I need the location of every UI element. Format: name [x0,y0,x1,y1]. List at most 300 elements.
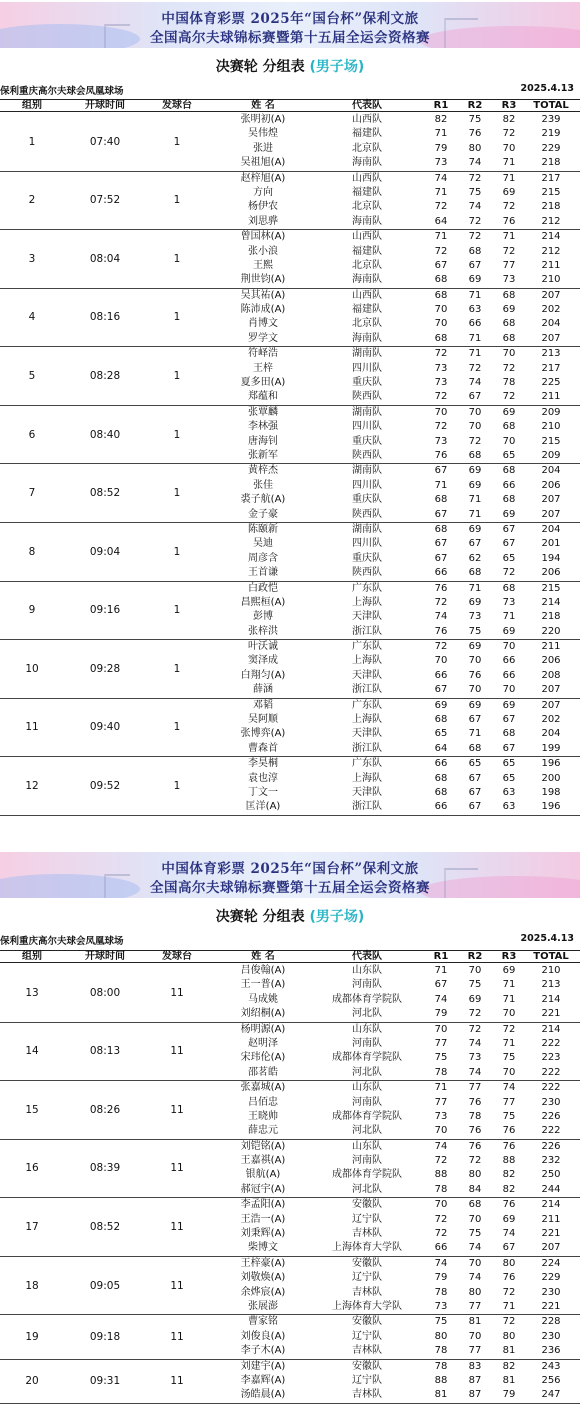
score-total: 217 [541,172,561,184]
score-r1: 78 [434,1286,448,1298]
score-r2: 87 [468,1374,482,1386]
score-total: 208 [541,669,561,681]
player-row [0,1388,580,1402]
score-r3: 67 [502,1242,516,1254]
score-r1: 67 [434,259,448,271]
col-total-header: TOTAL [533,100,569,111]
starting-tee: 11 [170,1330,184,1343]
group-block [0,1360,580,1404]
score-total: 212 [541,245,561,257]
player-name: 荆世钧(A) [240,274,286,286]
group-block [0,1081,580,1140]
group-number: 6 [28,428,36,441]
score-r1: 71 [434,186,448,198]
score-r2: 69 [468,274,482,286]
score-r2: 71 [468,508,482,520]
score-r3: 72 [502,201,516,213]
player-row [0,964,580,978]
score-total: 211 [541,1213,561,1225]
score-total: 223 [541,1052,561,1064]
score-r1: 67 [434,979,448,991]
score-r3: 67 [502,523,516,535]
banner-title-line2: 全国高尔夫球锦标赛暨第十五届全运会资格赛 [150,30,430,46]
player-name: 昌熙桓(A) [240,596,286,608]
player-row [0,186,580,200]
score-r2: 72 [468,1155,482,1167]
tee-time: 07:52 [89,194,121,207]
score-r3: 70 [502,684,516,696]
score-r1: 70 [434,655,448,667]
score-total: 199 [541,742,561,754]
group-number: 19 [25,1330,39,1343]
score-r3: 70 [502,348,516,360]
score-total: 239 [541,114,561,125]
score-r2: 70 [468,655,482,667]
score-r1: 79 [434,1008,448,1020]
player-name: 宋玮伦(A) [240,1052,286,1064]
score-total: 256 [541,1374,561,1386]
starting-tee: 11 [170,1221,184,1234]
score-r1: 70 [434,318,448,330]
score-r1: 76 [434,582,448,594]
score-r3: 72 [502,391,516,403]
tee-time: 09:16 [89,604,121,617]
score-r3: 71 [502,231,516,243]
score-total: 206 [541,567,561,579]
player-name: 张梓洪 [248,625,278,637]
player-name: 叶沃诚 [248,641,278,653]
banner-title-line1: 中国体育彩票 2025年“国台杯”保利文旅 [161,11,419,27]
score-r2: 84 [468,1183,482,1195]
group-block [0,347,580,406]
player-name: 张博弈(A) [240,728,286,740]
player-name: 唐海钊 [248,435,278,447]
score-r2: 81 [468,1316,482,1328]
score-total: 230 [541,1096,561,1108]
player-name: 丁文一 [248,786,278,798]
score-r1: 71 [434,231,448,243]
score-r1: 68 [434,523,448,535]
score-r2: 70 [468,406,482,418]
score-total: 218 [541,201,561,213]
score-r1: 81 [434,1389,448,1401]
player-row [0,449,580,463]
player-name: 窦泽成 [248,655,278,667]
score-r2: 63 [468,304,482,316]
group-number: 10 [25,662,39,675]
score-r3: 71 [502,1300,516,1312]
player-team: 海南队 [352,332,382,344]
player-row [0,772,580,786]
tee-time: 07:40 [89,135,121,148]
score-r2: 78 [468,1110,482,1122]
player-team: 北京队 [352,318,382,330]
score-r3: 65 [502,449,516,461]
player-team: 成都体育学院队 [332,1110,402,1122]
player-row [0,1051,580,1065]
score-total: 207 [541,494,561,506]
col-total-header: TOTAL [533,951,569,962]
col-name-header: 姓 名 [251,951,275,962]
score-r3: 76 [502,1272,516,1284]
score-total: 215 [541,435,561,447]
score-r1: 79 [434,142,448,154]
score-r3: 72 [502,1023,516,1035]
score-total: 212 [541,215,561,227]
starting-tee: 1 [173,370,181,383]
group-number: 1 [28,135,36,148]
player-row [0,757,580,771]
player-name: 王梓 [253,362,273,374]
player-row [0,420,580,434]
score-r1: 67 [434,552,448,564]
player-name: 柴博文 [248,1242,278,1254]
score-r3: 66 [502,669,516,681]
player-row [0,1096,580,1110]
page-title [0,906,580,926]
score-r3: 77 [502,1096,516,1108]
score-total: 194 [541,552,561,564]
group-number: 20 [25,1375,39,1388]
player-name: 张展澎 [248,1300,278,1312]
score-r2: 68 [468,742,482,754]
score-r1: 82 [434,114,448,125]
score-r3: 72 [502,1286,516,1298]
score-r1: 76 [434,625,448,637]
score-r1: 71 [434,1082,448,1094]
player-team: 重庆队 [352,494,382,506]
score-total: 204 [541,728,561,740]
table-header [0,99,580,112]
score-r1: 72 [434,201,448,213]
score-r3: 88 [502,1155,516,1167]
score-r2: 71 [468,348,482,360]
score-r3: 72 [502,128,516,140]
group-number: 15 [25,1103,39,1116]
group-number: 16 [25,1162,39,1175]
score-r1: 72 [434,596,448,608]
score-r1: 67 [434,538,448,550]
score-r2: 77 [468,1345,482,1357]
group-number: 7 [28,487,36,500]
score-r3: 82 [502,1360,516,1372]
score-total: 226 [541,1110,561,1122]
score-r3: 70 [502,1066,516,1078]
player-team: 辽宁队 [352,1330,382,1342]
score-r1: 64 [434,215,448,227]
score-r2: 76 [468,1125,482,1137]
tee-time: 08:39 [89,1162,121,1175]
score-r2: 74 [468,1066,482,1078]
score-r3: 72 [502,1316,516,1328]
player-row [0,1154,580,1168]
player-row [0,1344,580,1358]
score-r3: 69 [502,1213,516,1225]
col-r1-header: R1 [433,951,449,962]
venue-label: 保利重庆高尔夫球会凤凰球场 [0,936,124,947]
player-row [0,230,580,244]
tee-time: 08:52 [89,487,121,500]
player-team: 天津队 [352,669,382,681]
score-total: 200 [541,772,561,784]
player-row [0,1213,580,1227]
banner-title-line1: 中国体育彩票 2025年“国台杯”保利文旅 [161,861,419,877]
score-r3: 69 [502,965,516,976]
player-name: 王一普(A) [240,979,286,991]
player-team: 山东队 [352,1023,382,1035]
player-row [0,1037,580,1051]
player-row [0,1198,580,1212]
player-team: 四川队 [352,479,382,491]
score-r3: 68 [502,318,516,330]
score-r3: 70 [502,142,516,154]
player-row [0,742,580,756]
player-team: 山东队 [352,1140,382,1152]
player-name: 杨伊农 [248,201,278,213]
player-row [0,1227,580,1241]
player-name: 罗学文 [248,332,278,344]
player-row [0,1140,580,1154]
score-r3: 76 [502,1199,516,1211]
player-row [0,303,580,317]
score-r2: 70 [468,684,482,696]
player-row [0,273,580,287]
score-total: 222 [541,1125,561,1137]
score-r1: 88 [434,1374,448,1386]
score-r2: 76 [468,669,482,681]
player-row [0,786,580,800]
player-team: 福建队 [352,186,382,198]
player-team: 吉林队 [352,1389,382,1401]
score-r2: 62 [468,552,482,564]
group-block [0,523,580,582]
group-block [0,757,580,816]
score-r2: 67 [468,801,482,813]
score-r2: 65 [468,758,482,770]
score-total: 224 [541,1257,561,1269]
score-r1: 79 [434,1272,448,1284]
player-team: 海南队 [352,274,382,286]
player-team: 辽宁队 [352,1213,382,1225]
title-main: 决赛轮 分组表 [215,909,305,925]
score-total: 198 [541,786,561,798]
player-team: 河北队 [352,1183,382,1195]
score-r2: 75 [468,625,482,637]
score-r3: 68 [502,582,516,594]
score-total: 213 [541,979,561,991]
player-team: 安徽队 [352,1360,382,1372]
player-row [0,1183,580,1197]
score-r2: 68 [468,567,482,579]
score-r3: 80 [502,1330,516,1342]
score-r3: 67 [502,538,516,550]
score-total: 215 [541,582,561,594]
starting-tee: 1 [173,779,181,792]
starting-tee: 1 [173,662,181,675]
group-number: 11 [25,721,39,734]
player-name: 吕佰忠 [248,1096,278,1108]
player-row [0,640,580,654]
score-total: 218 [541,611,561,623]
player-name: 黄梓杰 [248,465,278,477]
score-r3: 72 [502,362,516,374]
score-total: 206 [541,479,561,491]
score-r1: 68 [434,786,448,798]
player-row [0,1286,580,1300]
player-name: 薛涵 [253,684,273,696]
player-team: 重庆队 [352,377,382,389]
player-row [0,215,580,229]
player-row [0,699,580,713]
score-r3: 70 [502,1008,516,1020]
score-total: 229 [541,142,561,154]
player-row [0,362,580,376]
player-row [0,259,580,273]
player-name: 王嘉祺(A) [240,1155,286,1167]
group-block [0,699,580,758]
score-r3: 69 [502,625,516,637]
player-row [0,200,580,214]
player-name: 金子豪 [248,508,278,520]
score-r1: 88 [434,1169,448,1181]
player-row [0,727,580,741]
starting-tee: 1 [173,252,181,265]
col-group-header: 组别 [22,100,42,111]
player-team: 安徽队 [352,1316,382,1328]
player-name: 张覃麟 [248,406,278,418]
player-team: 河南队 [352,1155,382,1167]
score-r3: 69 [502,699,516,711]
score-r2: 67 [468,786,482,798]
score-total: 244 [541,1183,561,1195]
score-r1: 78 [434,1360,448,1372]
score-total: 214 [541,231,561,243]
col-r3-header: R3 [501,951,517,962]
player-team: 上海队 [352,772,382,784]
player-team: 辽宁队 [352,1272,382,1284]
player-team: 成都体育学院队 [332,1052,402,1064]
player-team: 天津队 [352,611,382,623]
event-banner [0,2,580,48]
starting-tee: 1 [173,545,181,558]
player-name: 袁也淳 [248,772,278,784]
title-accent: (男子场) [309,59,365,75]
player-name: 刘建宇(A) [240,1360,286,1372]
score-r3: 69 [502,186,516,198]
player-name: 周彦含 [248,552,278,564]
starting-tee: 1 [173,604,181,617]
player-name: 方向 [253,186,273,198]
score-r1: 73 [434,157,448,169]
player-name: 张小浪 [248,245,278,257]
player-team: 浙江队 [352,684,382,696]
player-row [0,1257,580,1271]
col-r3-header: R3 [501,100,517,111]
group-block [0,406,580,465]
player-row [0,625,580,639]
pairings-table [0,964,580,1404]
score-r2: 83 [468,1360,482,1372]
player-team: 海南队 [352,157,382,169]
col-r2-header: R2 [467,951,483,962]
score-r2: 73 [468,1052,482,1064]
player-name: 吴其祐(A) [240,289,286,301]
pairings-table [0,113,580,816]
score-r3: 68 [502,332,516,344]
player-team: 广东队 [352,641,382,653]
player-row [0,552,580,566]
score-r2: 67 [468,714,482,726]
player-row [0,1168,580,1182]
table-header [0,950,580,963]
score-r3: 71 [502,979,516,991]
score-total: 211 [541,259,561,271]
score-r2: 71 [468,494,482,506]
score-r1: 70 [434,1199,448,1211]
score-r2: 68 [468,1199,482,1211]
player-team: 北京队 [352,201,382,213]
score-r2: 76 [468,1096,482,1108]
group-number: 18 [25,1279,39,1292]
score-total: 211 [541,391,561,403]
group-number: 4 [28,311,36,324]
score-r3: 74 [502,1228,516,1240]
group-number: 8 [28,545,36,558]
title-main: 决赛轮 分组表 [215,59,305,75]
group-block [0,289,580,348]
score-r1: 80 [434,1330,448,1342]
player-name: 吴阿顺 [248,714,278,726]
tee-time: 09:40 [89,721,121,734]
score-r1: 78 [434,1183,448,1195]
score-r1: 73 [434,435,448,447]
player-name: 吴祖旭(A) [240,157,286,169]
score-r3: 77 [502,259,516,271]
score-r2: 70 [468,965,482,976]
player-row [0,156,580,170]
score-r1: 72 [434,1228,448,1240]
player-name: 马成姚 [248,993,278,1005]
score-total: 220 [541,625,561,637]
player-team: 河南队 [352,979,382,991]
tee-time: 08:26 [89,1103,121,1116]
player-name: 曹森首 [248,742,278,754]
group-block [0,230,580,289]
score-total: 236 [541,1345,561,1357]
group-block [0,964,580,1023]
starting-tee: 11 [170,1103,184,1116]
score-r1: 78 [434,1066,448,1078]
player-team: 河南队 [352,1096,382,1108]
score-r1: 74 [434,611,448,623]
score-total: 214 [541,596,561,608]
player-name: 李子木(A) [240,1345,286,1357]
starting-tee: 11 [170,1162,184,1175]
player-team: 湖南队 [352,406,382,418]
score-r2: 67 [468,259,482,271]
score-r2: 67 [468,772,482,784]
score-r3: 73 [502,596,516,608]
player-row [0,596,580,610]
score-r3: 81 [502,1374,516,1386]
score-total: 225 [541,377,561,389]
score-r3: 67 [502,742,516,754]
player-name: 陈沛成(A) [240,304,286,316]
col-team-header: 代表队 [352,951,382,962]
score-r1: 67 [434,684,448,696]
col-time-header: 开球时间 [85,951,125,962]
player-row [0,508,580,522]
